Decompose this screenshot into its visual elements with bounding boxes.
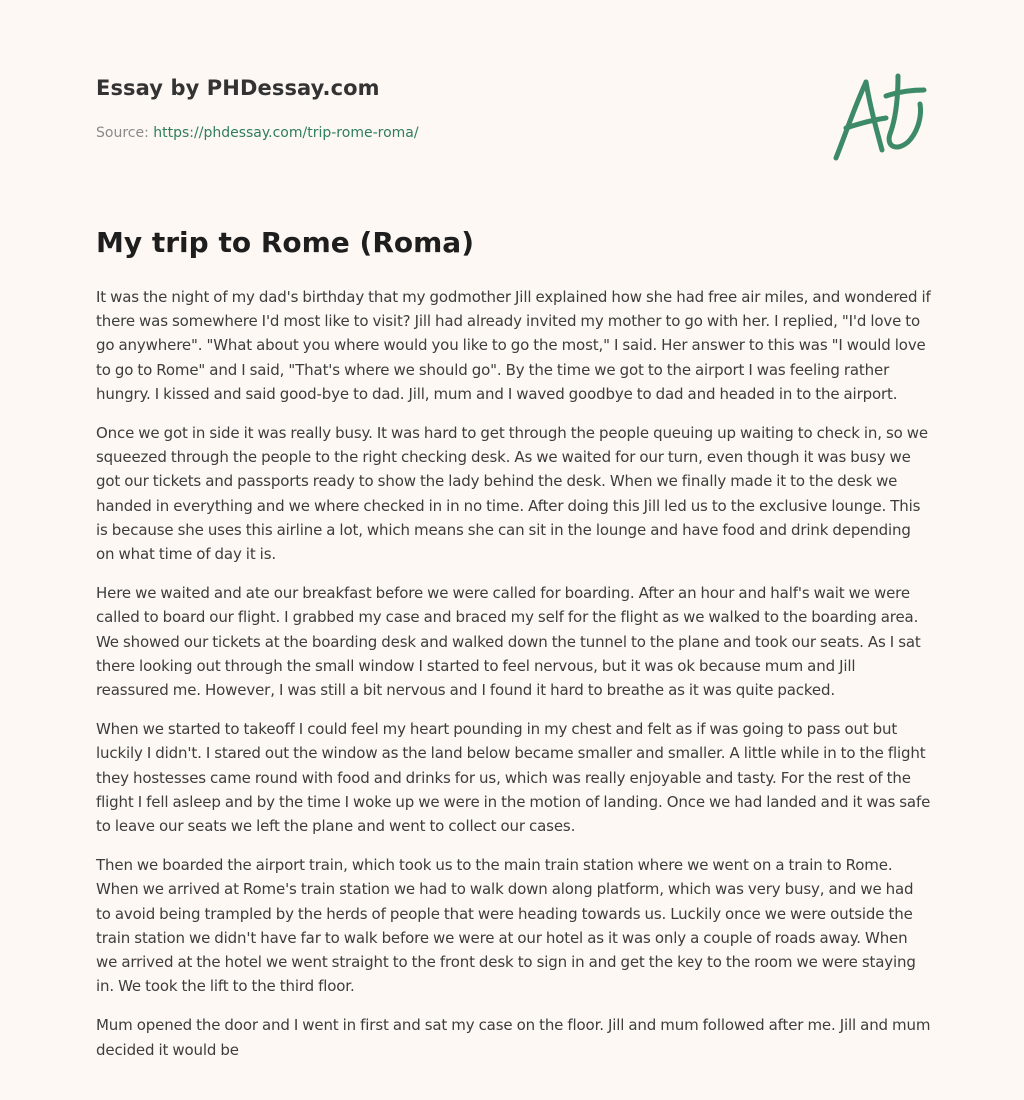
- essay-paragraph: Once we got in side it was really busy. It was hard to get through the people queuing up waiting to check in, so we squeezed through the people to the right checking desk. As we waited for our turn, even though it was busy we got our tickets and passports ready to show the lady behind the desk. When we finally made it to the desk we handed in everything and we where checked in in no time. After doing this Jill led us to the exclusive lounge. This is because she uses this airline a lot, which means she can sit in the lounge and have food and drink depending on what time of day it is.: [96, 424, 928, 564]
- essay-paragraph: Then we boarded the airport train, which took us to the main train station where we went on a train to Rome. When we arrived at Rome's train station we had to walk down along platform, which was very busy, and we had to avoid being trampled by the herds of people that were heading towards us. Luckily once we were outside the train station we didn't have far to walk before we were at our hotel as it was only a couple of roads away. When we arrived at the hotel we went straight to the front desk to sign in and get the key to the room we were staying in. We took the lift to the third floor.: [96, 856, 916, 996]
- essay-title: My trip to Rome (Roma): [96, 226, 474, 259]
- essay-paragraph: It was the night of my dad's birthday that my godmother Jill explained how she had free air miles, and wondered if there was somewhere I'd most like to visit? Jill had already invited my mother to go with her. I replied, "I'd love to go anywhere". "What about you where would you like to go the most," I said. Her answer to this was "I would love to go to Rome" and I said, "That's where we should go". By the time we got to the airport I was feeling rather hungry. I kissed and said good-bye to dad. Jill, mum and I waved goodbye to dad and headed in to the airport.: [96, 288, 931, 403]
- essay-paragraph: Mum opened the door and I went in first and sat my case on the floor. Jill and mum followed after me. Jill and mum decided it would be: [96, 1016, 931, 1059]
- source-label: Source:: [96, 125, 149, 141]
- a-plus-logo-icon: [824, 68, 928, 164]
- source-line: [96, 125, 419, 141]
- page-header: [96, 76, 928, 186]
- essay-paragraph: When we started to takeoff I could feel my heart pounding in my chest and felt as if was going to pass out but luckily I didn't. I stared out the window as the land below became smaller and smaller. A little while in to the flight they hostesses came round with food and drinks for us, which was really enjoyable and tasty. For the rest of the flight I fell asleep and by the time I woke up we were in the motion of landing. Once we had landed and it was safe to leave our seats we left the plane and went to collect our cases.: [96, 720, 931, 836]
- source-link[interactable]: https://phdessay.com/trip-rome-roma/: [153, 125, 419, 141]
- essay-body: [96, 285, 932, 1077]
- essay-paragraph: Here we waited and ate our breakfast before we were called for boarding. After an hour and half's wait we were called to board our flight. I grabbed my case and braced my self for the flight as we walked to the boarding area. We showed our tickets at the boarding desk and walked down the tunnel to the plane and took our seats. As I sat there looking out through the small window I started to feel nervous, but it was ok because mum and Jill reassured me. However, I was still a bit nervous and I found it hard to breathe as it was quite packed.: [96, 584, 921, 700]
- brand-title: Essay by PHDessay.com: [96, 76, 380, 100]
